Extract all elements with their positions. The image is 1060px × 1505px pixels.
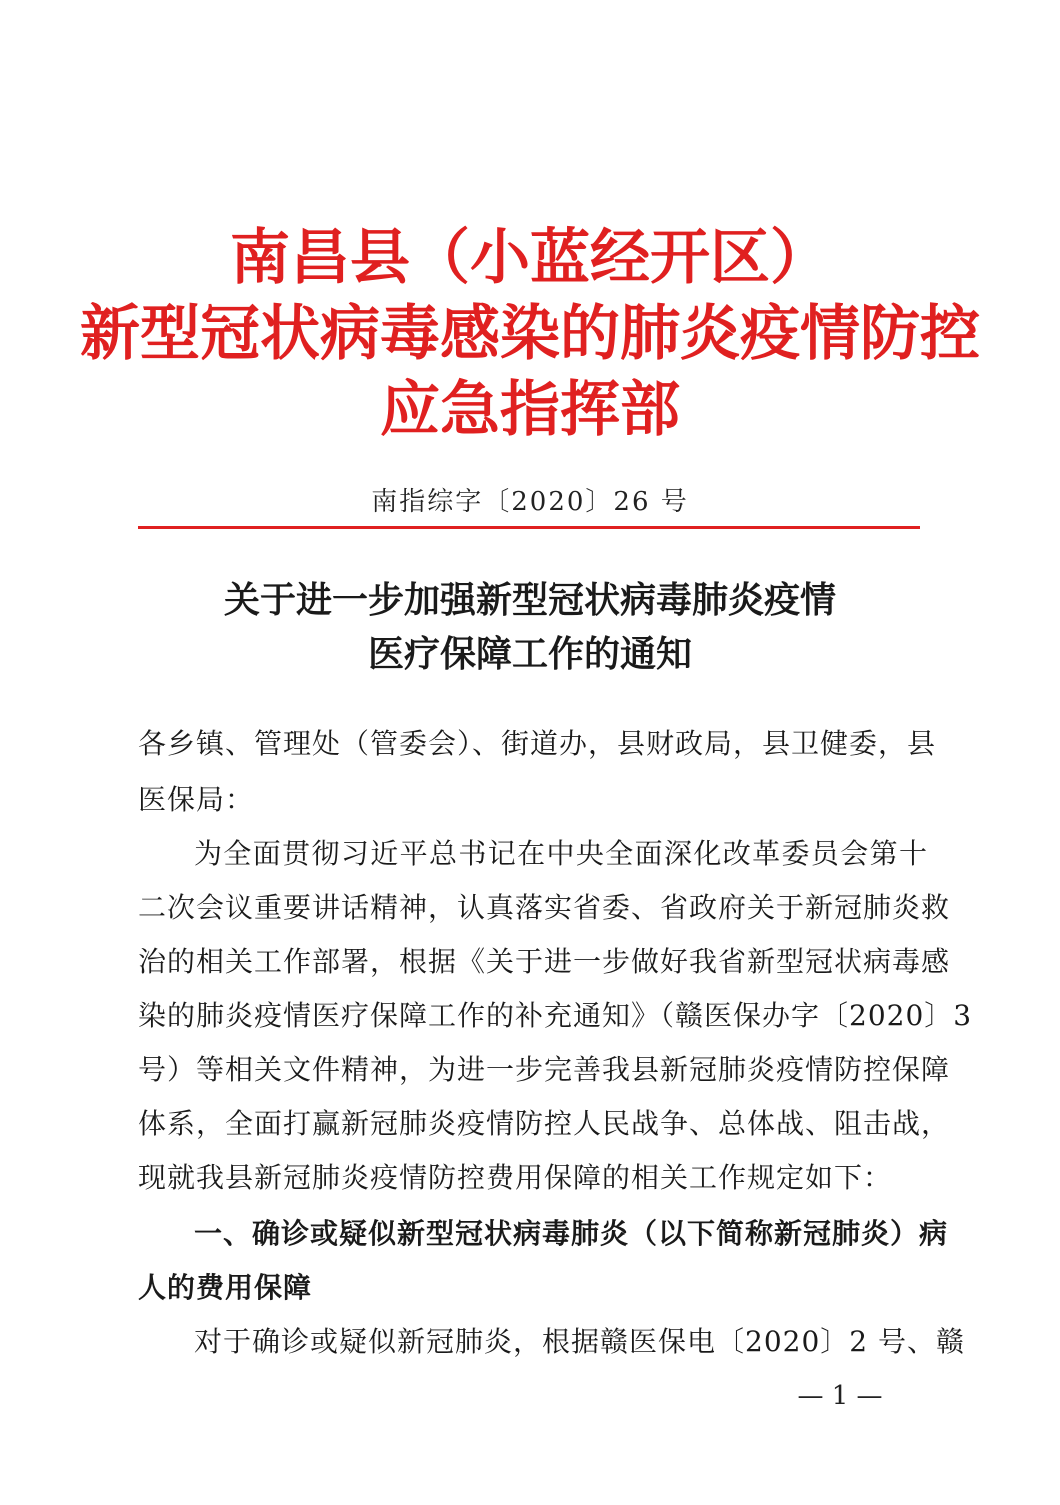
issuing-org-line-2: 新型冠状病毒感染的肺炎疫情防控: [80, 299, 980, 369]
paragraph-1-line-5: 号）等相关文件精神，为进一步完善我县新冠肺炎疫情防控保障: [138, 1053, 951, 1086]
paragraph-1-line-6: 体系，全面打赢新冠肺炎疫情防控人民战争、总体战、阻击战，: [138, 1107, 951, 1140]
paragraph-1-line-4: 染的肺炎疫情医疗保障工作的补充通知》（赣医保办字〔2020〕3: [138, 999, 973, 1032]
addressee-line-2: 医保局：: [138, 783, 255, 816]
paragraph-1-line-1: 为全面贯彻习近平总书记在中央全面深化改革委员会第十: [194, 837, 928, 870]
paragraph-1-line-3: 治的相关工作部署，根据《关于进一步做好我省新型冠状病毒感: [138, 945, 951, 978]
page-number: — 1 —: [797, 1381, 883, 1411]
issuing-org-line-1: 南昌县（小蓝经开区）: [230, 223, 830, 293]
section-heading-line-2: 人的费用保障: [138, 1271, 313, 1304]
paragraph-1-line-2: 二次会议重要讲话精神，认真落实省委、省政府关于新冠肺炎救: [138, 891, 951, 924]
paragraph-1-line-7: 现就我县新冠肺炎疫情防控费用保障的相关工作规定如下：: [138, 1161, 893, 1194]
issuing-org-line-3: 应急指挥部: [380, 375, 680, 445]
paragraph-2-line-1: 对于确诊或疑似新冠肺炎，根据赣医保电〔2020〕2 号、赣: [194, 1325, 965, 1358]
document-number: 南指综字〔2020〕26 号: [371, 487, 689, 517]
notice-title-line-2: 医疗保障工作的通知: [367, 634, 692, 675]
red-divider-line: [138, 526, 920, 529]
notice-title-line-1: 关于进一步加强新型冠状病毒肺炎疫情: [223, 580, 836, 621]
section-heading-line-1: 一、确诊或疑似新型冠状病毒肺炎（以下简称新冠肺炎）病: [194, 1217, 949, 1250]
addressee-line-1: 各乡镇、管理处（管委会）、街道办，县财政局，县卫健委，县: [138, 727, 937, 760]
